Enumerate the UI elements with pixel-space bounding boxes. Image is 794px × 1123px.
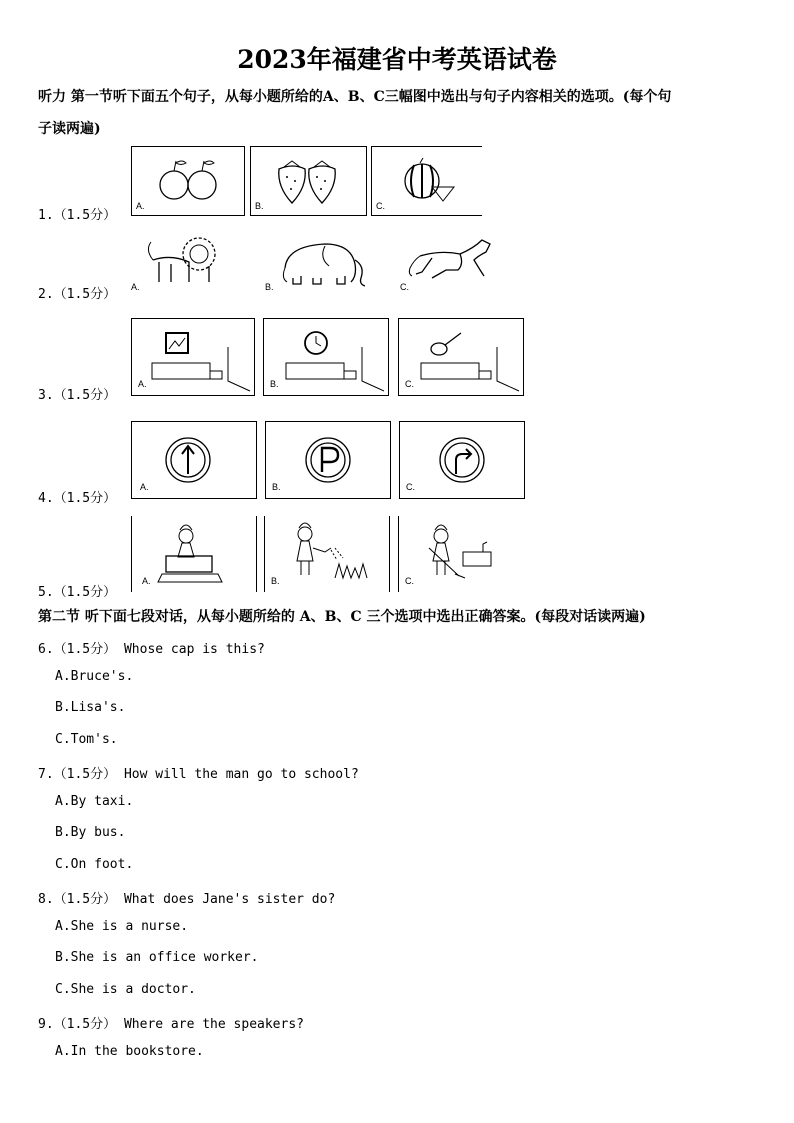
question-9-text [38,1013,304,1032]
wall-clock-icon [264,319,388,395]
option-label: C. [406,482,415,492]
option-label: B. [255,201,264,211]
q8-option-b[interactable]: B.She is an office worker. [55,950,259,965]
horse-icon [398,230,508,295]
q6-option-a[interactable]: A.Bruce's. [55,669,134,684]
girl-cooking-icon [132,516,256,592]
question-5-label: 5.（1.5分） [38,585,117,600]
q7-option-a[interactable]: A.By taxi. [55,794,134,809]
option-label: C. [405,379,414,389]
elephant-icon [263,230,383,295]
apples-icon [132,147,244,215]
q4-option-c-picture[interactable] [399,421,525,499]
option-label: C. [405,576,414,586]
question-8-label: 8.（1.5分） [38,892,117,907]
lion-icon [131,230,251,295]
girl-sweeping-icon [399,516,509,592]
q4-option-b-picture[interactable] [265,421,391,499]
q6-option-b[interactable]: B.Lisa's. [55,700,126,715]
option-label: A. [138,379,147,389]
strawberries-icon [251,147,366,215]
q6-option-c[interactable]: C.Tom's. [55,732,118,747]
question-7-text [38,763,359,782]
watermelon-icon [372,147,482,215]
question-1-label: 1.（1.5分） [38,208,117,223]
q7-option-b[interactable]: B.By bus. [55,825,126,840]
listening-intro-line2: 子读两遍) [38,121,101,137]
option-label: A. [131,282,140,292]
question-4-label: 4.（1.5分） [38,491,117,506]
q5-option-b-picture[interactable] [264,516,390,592]
q1-option-c-picture[interactable] [371,146,482,216]
q3-option-b-picture[interactable] [263,318,389,396]
q3-option-a-picture[interactable] [131,318,255,396]
q9-option-a[interactable]: A.In the bookstore. [55,1044,204,1059]
option-label: B. [272,482,281,492]
q7-option-c[interactable]: C.On foot. [55,857,134,872]
question-8-stem: What does Jane's sister do? [123,892,336,907]
q8-option-c[interactable]: C.She is a doctor. [55,982,196,997]
option-label: B. [265,282,274,292]
q2-option-a-picture[interactable] [131,230,251,295]
q1-option-b-picture[interactable] [250,146,367,216]
question-7-stem: How will the man go to school? [123,767,359,782]
right-turn-sign-icon [400,422,524,498]
q4-option-a-picture[interactable] [131,421,257,499]
question-8-text [38,888,335,907]
option-label: C. [376,201,385,211]
question-3-label: 3.（1.5分） [38,388,117,403]
question-7-label: 7.（1.5分） [38,767,117,782]
question-6-stem: Whose cap is this? [123,642,265,657]
q8-option-a[interactable]: A.She is a nurse. [55,919,189,934]
question-6-label: 6.（1.5分） [38,642,117,657]
q2-option-c-picture[interactable] [398,230,508,295]
guitar-icon [399,319,523,395]
option-label: A. [136,201,145,211]
picture-frame-icon [132,319,254,395]
listening-intro-line1: 听力 第一节听下面五个句子，从每小题所给的A、B、C三幅图中选出与句子内容相关的选项。(每个句 [38,89,672,105]
girl-watering-flowers-icon [265,516,389,592]
q5-option-a-picture[interactable] [131,516,257,592]
section2-intro: 第二节 听下面七段对话，从每小题所给的 A、B、C 三个选项中选出正确答案。(每段对话读两遍) [38,609,646,625]
question-2-label: 2.（1.5分） [38,287,117,302]
option-label: B. [271,576,280,586]
option-label: A. [142,576,151,586]
parking-sign-icon [266,422,390,498]
q1-option-a-picture[interactable] [131,146,245,216]
straight-arrow-sign-icon [132,422,256,498]
page-title: 2023年福建省中考英语试卷 [237,45,557,74]
question-9-stem: Where are the speakers? [123,1017,304,1032]
question-9-label: 9.（1.5分） [38,1017,117,1032]
q5-option-c-picture[interactable] [398,516,509,592]
option-label: B. [270,379,279,389]
q2-option-b-picture[interactable] [263,230,383,295]
question-6-text [38,638,265,657]
option-label: C. [400,282,409,292]
q3-option-c-picture[interactable] [398,318,524,396]
option-label: A. [140,482,149,492]
